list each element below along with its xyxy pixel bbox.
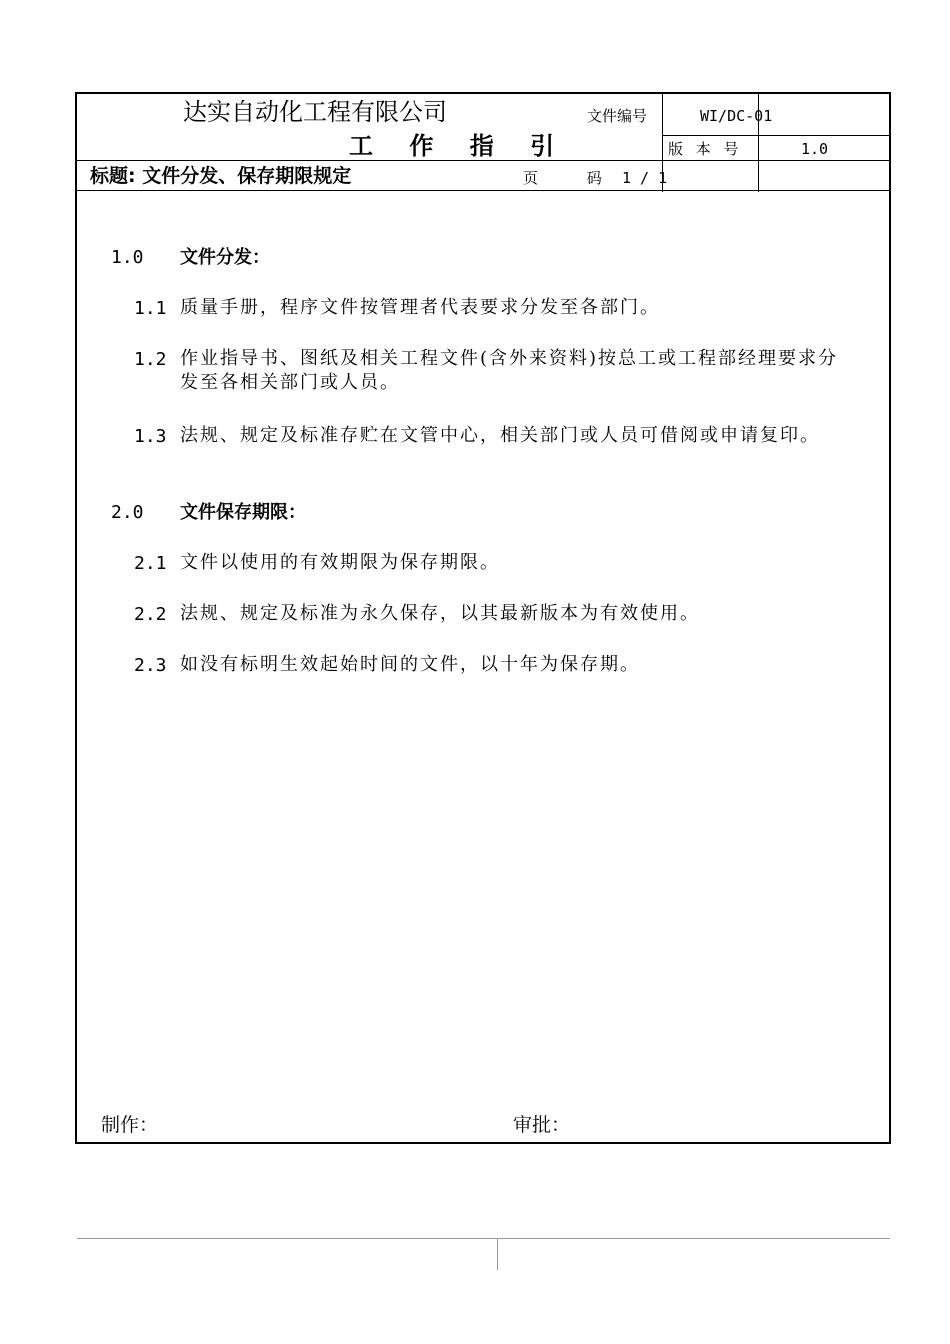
- item-text: 质量手册，程序文件按管理者代表要求分发至各部门。: [180, 297, 660, 318]
- page-value: 1 / 1: [622, 169, 668, 187]
- item-text: 文件以使用的有效期限为保存期限。: [180, 552, 500, 573]
- document-frame: [75, 92, 891, 1144]
- doc-number-label: 文件编号: [587, 107, 648, 125]
- section-title: 文件分发：: [180, 247, 270, 268]
- section-title: 文件保存期限：: [180, 502, 306, 523]
- section-number: 2.0: [111, 502, 144, 523]
- item-number: 2.1: [134, 553, 167, 574]
- document-type: 工 作 指 引: [349, 132, 569, 160]
- item-text: 如没有标明生效起始时间的文件，以十年为保存期。: [180, 654, 640, 675]
- page-footer-divider: [497, 1238, 498, 1270]
- header-row-divider: [663, 135, 891, 136]
- item-number: 2.3: [134, 655, 167, 676]
- page-footer-rule: [77, 1238, 890, 1239]
- item-number: 1.3: [134, 426, 167, 447]
- doc-number-value: WI/DC-01: [700, 107, 773, 125]
- item-number: 2.2: [134, 604, 167, 625]
- page-label: 页 码: [523, 169, 624, 187]
- prepared-by-label: 制作：: [101, 1114, 159, 1136]
- document-subject: 标题: 文件分发、保存期限规定: [90, 165, 352, 187]
- item-number: 1.1: [134, 298, 167, 319]
- item-number: 1.2: [134, 349, 167, 370]
- section-number: 1.0: [111, 247, 144, 268]
- item-text: 法规、规定及标准存贮在文管中心，相关部门或人员可借阅或申请复印。: [180, 425, 820, 446]
- version-label: 版 本 号: [668, 140, 743, 158]
- item-text: 法规、规定及标准为永久保存，以其最新版本为有效使用。: [180, 603, 700, 624]
- approved-by-label: 审批：: [513, 1114, 571, 1136]
- company-name: 达实自动化工程有限公司: [183, 98, 447, 126]
- version-value: 1.0: [801, 140, 829, 158]
- item-text: 作业指导书、图纸及相关工程文件(含外来资料)按总工或工程部经理要求分发至各相关部门或人员。: [180, 348, 839, 393]
- subject-row-bottom: [77, 190, 891, 191]
- subject-row-top: [77, 160, 891, 161]
